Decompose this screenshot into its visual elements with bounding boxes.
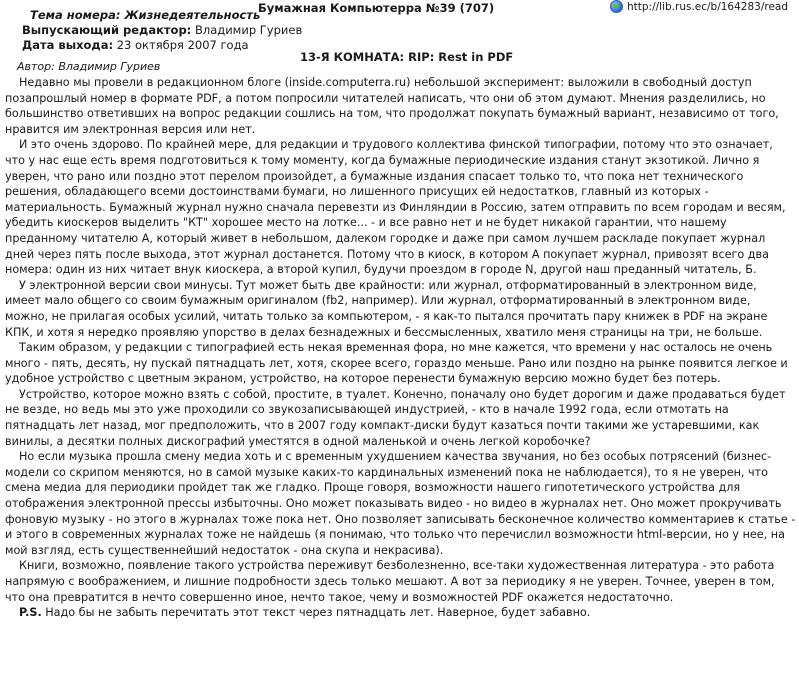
postscript-label: P.S. <box>19 606 42 620</box>
globe-icon <box>610 0 623 13</box>
article-body <box>5 75 796 621</box>
source-url[interactable] <box>610 0 788 13</box>
editor-label: Выпускающий редактор: <box>22 23 192 37</box>
editor-row <box>22 23 322 38</box>
date-label: Дата выхода: <box>22 38 114 52</box>
paragraph: Таким образом, у редакции с типографией есть некая временная фора, но мне кажется, что времени у нас осталось не очень много - пять, десять, ну пускай пятнадцать лет, хотя, скорее всего, гораздо меньше. Рано или поздно на рынке появится легкое и удобное устройство с цветным экраном, устройство, на которое перенести бумажную версию можно будет без потерь. <box>5 341 788 386</box>
paragraph: Устройство, которое можно взять с собой, простите, в туалет. Конечно, поначалу оно будет дорогим и даже продаваться будет не везде, но ведь мы это уже проходили со звукозаписывающей индустрией, - кто в начале 1992 года, если отмотать на пятнадцать лет назад, мог предположить, что в 2007 году компакт-диски будут казаться почти такими же устаревшими, как винилы, а десятки полных дискографий уместятся в одной маленькой и очень легкой коробочке? <box>5 387 786 448</box>
paragraph: И это очень здорово. По крайней мере, для редакции и трудового коллектива финской типографии, потому что это означает, что у нас еще есть время подготовиться к тому моменту, когда бумажные периодические издания станут экзотикой. Лично я уверен, что рано или поздно этот перелом произойдет, а бумажные издания спасает только то, что пока нет технического решения, обладающего всеми достоинствами бумаги, но лишенного присущих ей недостатков, главный из которых - материальность. Бумажный журнал нужно сначала перевезти из Финляндии в Россию, затем отправить по всем городам и весям, убедить киоскеров выделить "КТ" хорошее место на лотке... - и все равно нет и не будет никакой гарантии, что нашему преданному читателю А, который живет в небольшом, далеком городке и даже при самом лучшем раскладе покупает журнал дней через пять после выхода, этот журнал достанется. Потому что в киоск, в котором А покупает журнал, привозят всего два номера: один из них читает внук киоскера, а второй купил, будучи проездом в городе N, другой наш преданный читатель, Б. <box>5 138 786 277</box>
publication-title: Бумажная Компьютерра №39 (707) <box>258 1 495 15</box>
article-author: Автор: Владимир Гуриев <box>17 60 161 73</box>
paragraph: Но если музыка прошла смену медиа хоть и с временным ухудшением качества звучания, но без особых потрясений (бизнес-модели со скрипом меняются, но в самой музыке каких-то кардинальных изменений пока не наблюдается), то я не уверен, что смена медиа для периодики пройдет так же гладко. Проще говоря, возможности нашего гипотетического устройства для отображения электронной прессы избыточны. Оно может показывать видео - но видео в журналах нет. Оно может прокручивать фоновую музыку - но этого в журналах тоже пока нет. Оно позволяет записывать бесконечное количество комментариев к статье - и этого в современных журналах тоже не найдешь (я понимаю, что только что перечислил возможности html-версии, но у нее, на мой взгляд, есть существеннейший недостаток - она скупа и некрасива). <box>5 450 796 557</box>
paragraph: Недавно мы провели в редакционном блоге (inside.computerra.ru) небольшой эксперимент: выложили в свободный доступ позапрошлый номер в формате PDF, а потом попросили читателей написать, что они об этом думают. Мнения разделились, но большинство ответивших на вопрос редакции сошлись на том, что продолжат покупать бумажный вариант, независимо от того, нравится им электронная версия или нет. <box>5 76 779 136</box>
paragraph: У электронной версии свои минусы. Тут может быть две крайности: или журнал, отформатированный в электронном виде, имеет мало общего со своим бумажным оригиналом (fb2, например). Или журнал, отформатированный в электронном виде, можно, не прилагая особых усилий, читать только за компьютером, - я как-то пытался прочитать пару книжек в PDF на экране КПК, и хотя я нередко проявляю упорство в делах безнадежных и бессмысленных, хватило меня страницы на три, не больше. <box>5 278 768 339</box>
editor-value: Владимир Гуриев <box>194 23 303 37</box>
paragraph: Книги, возможно, появление такого устройства переживут безболезненно, все-таки художественная литература - это работа напрямую с воображением, и лишние подробности здесь только мешают. А вот за периодику я не уверен. Точнее, уверен в том, что она превратится в нечто совершенно иное, нечто такое, чему и возможностей PDF окажется недостаточно. <box>5 559 775 604</box>
source-url-text[interactable]: http://lib.rus.ec/b/164283/read <box>627 0 789 13</box>
article-title: 13-Я КОМНАТА: RIP: Rest in PDF <box>300 50 514 64</box>
postscript-text: Надо бы не забыть перечитать этот текст через пятнадцать лет. Наверное, будет забавно. <box>41 606 591 620</box>
date-row <box>22 38 322 53</box>
postscript <box>5 605 796 621</box>
issue-theme: Тема номера: Жизнедеятельность <box>30 8 261 22</box>
date-value: 23 октября 2007 года <box>116 38 249 52</box>
